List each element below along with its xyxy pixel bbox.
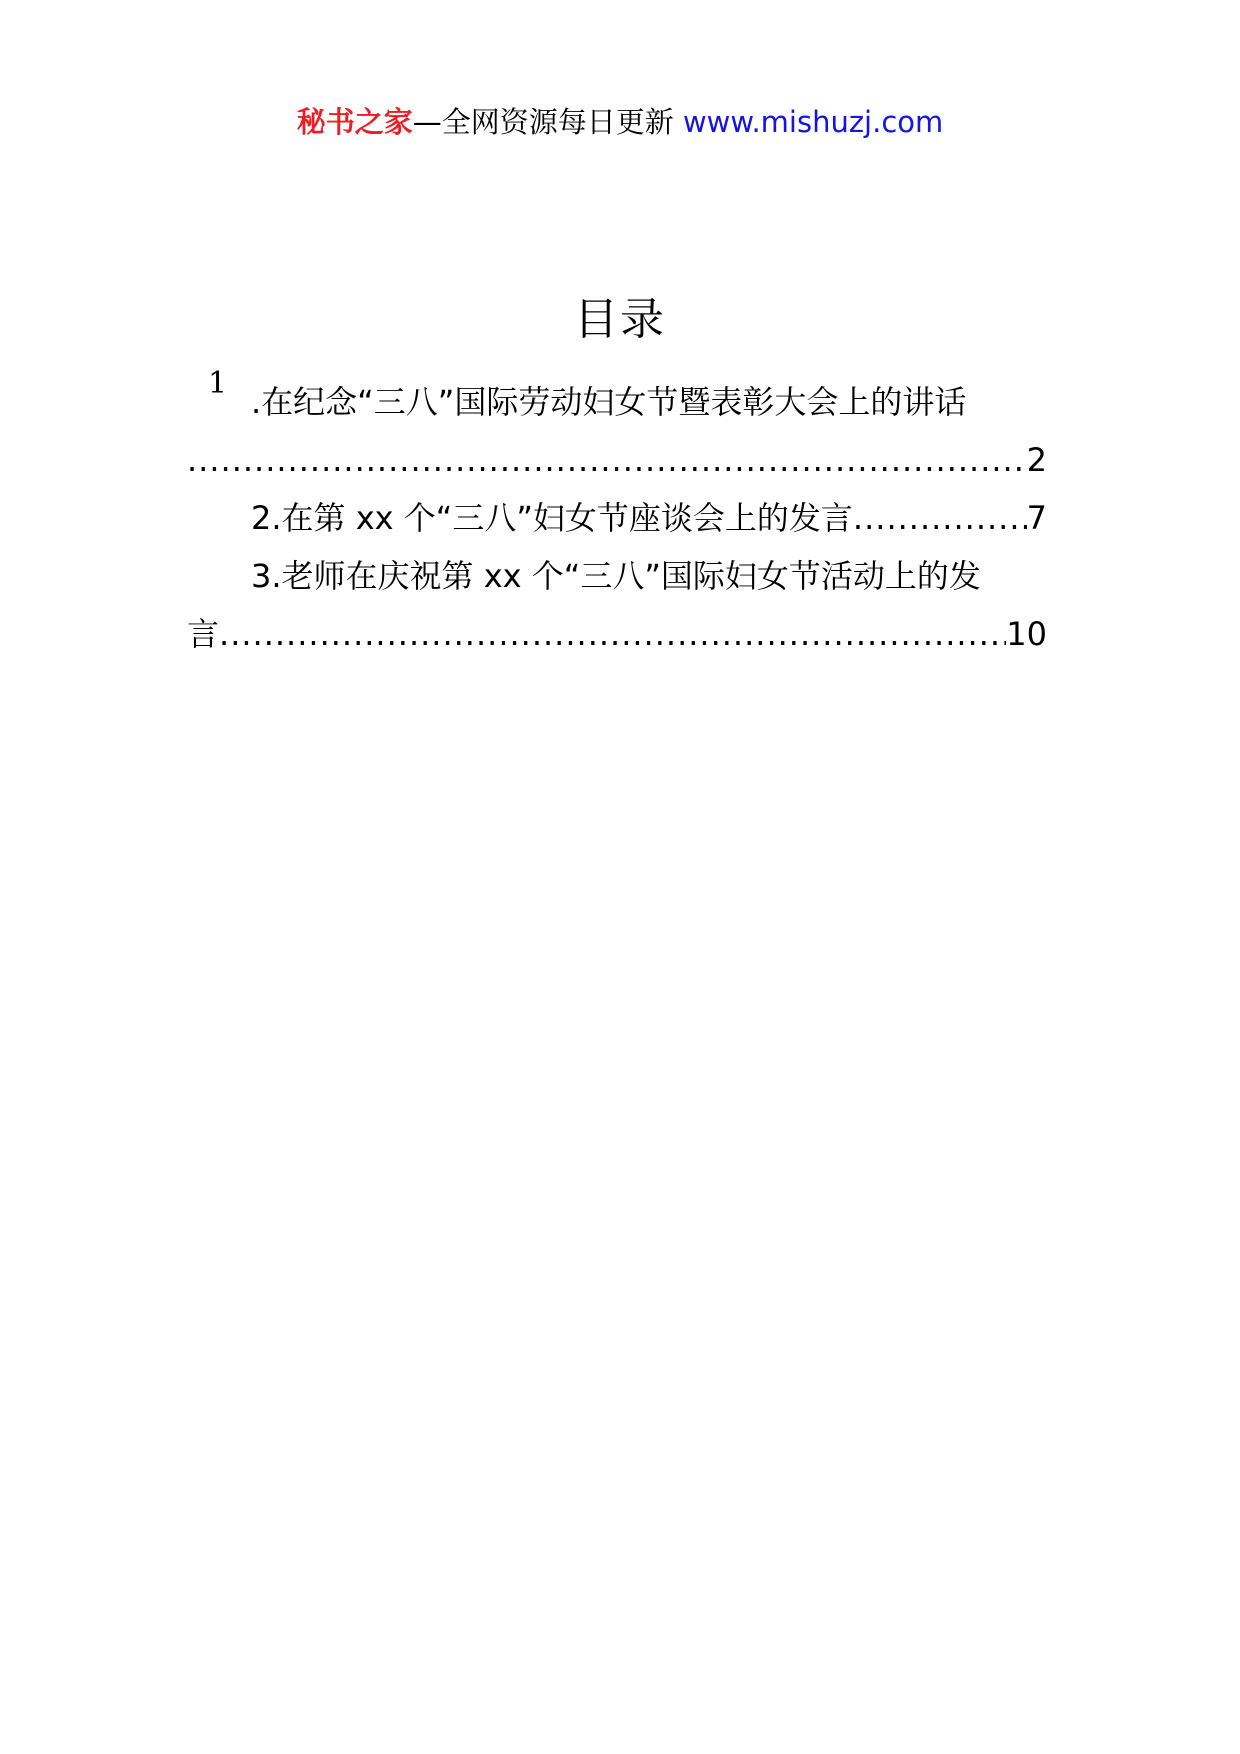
toc-entry-3-page: 10 [1006, 615, 1047, 653]
toc-entry-3-title-continued: 言 [187, 615, 220, 653]
toc-entry-2-page: 7 [1026, 499, 1047, 537]
toc-entry-1-page-line[interactable] [187, 440, 1047, 480]
toc-entry-1-page: 2 [1026, 441, 1047, 479]
toc-entry-3-page-line[interactable] [187, 614, 1047, 654]
toc-entry-2-line[interactable] [187, 498, 1047, 538]
toc-entry-3-title: 3.老师在庆祝第 xx 个“三八”国际妇女节活动上的发 [251, 557, 981, 595]
toc-entry-1-leader [187, 440, 1027, 480]
toc-entry-2-leader [853, 498, 1027, 538]
site-url-link[interactable]: www.mishuzj.com [682, 105, 944, 139]
site-header [0, 102, 1240, 142]
brand-name: 秘书之家 [296, 105, 413, 139]
toc-entry-1-title: .在纪念“三八”国际劳动妇女节暨表彰大会上的讲话 [251, 383, 967, 421]
toc-entry-2-title: 2.在第 xx 个“三八”妇女节座谈会上的发言 [251, 499, 853, 537]
page-title: 目录 [574, 294, 666, 345]
toc-entry-3-title-line[interactable] [187, 556, 1047, 596]
list-number: 1 [208, 366, 228, 401]
toc-entry-3-leader [219, 614, 1006, 654]
toc-entry-1-title-line[interactable] [187, 382, 1047, 422]
header-slogan: —全网资源每日更新 [412, 105, 674, 139]
